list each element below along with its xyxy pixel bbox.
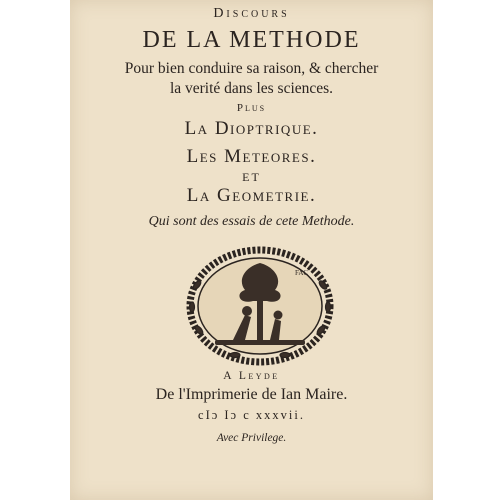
plus-label: Plus <box>236 102 267 114</box>
subtitle-line-1: Pour bien conduire sa raison, & chercher <box>124 60 379 77</box>
printers-device-emblem <box>175 245 345 367</box>
title-discours: Discours <box>213 6 290 21</box>
imprint-year: cIɔ Iɔ c xxxvii. <box>198 408 305 422</box>
essay-dioptrique: La Dioptrique. <box>184 118 319 139</box>
title-de-la-methode: DE LA METHODE <box>142 27 361 53</box>
essay-geometrie: La Geometrie. <box>186 185 317 206</box>
essay-meteores: Les Meteores. <box>186 146 317 167</box>
imprint-printer: De l'Imprimerie de Ian Maire. <box>155 386 348 403</box>
imprint-place: A Leyde <box>223 370 280 382</box>
emblem-motto: FAC <box>295 269 309 277</box>
privilege-note: Avec Privilege. <box>216 432 287 444</box>
et-label: ET <box>242 170 261 184</box>
essays-note: Qui sont des essais de cete Methode. <box>148 214 355 229</box>
title-page <box>70 0 433 500</box>
subtitle-line-2: la verité dans les sciences. <box>169 80 334 97</box>
